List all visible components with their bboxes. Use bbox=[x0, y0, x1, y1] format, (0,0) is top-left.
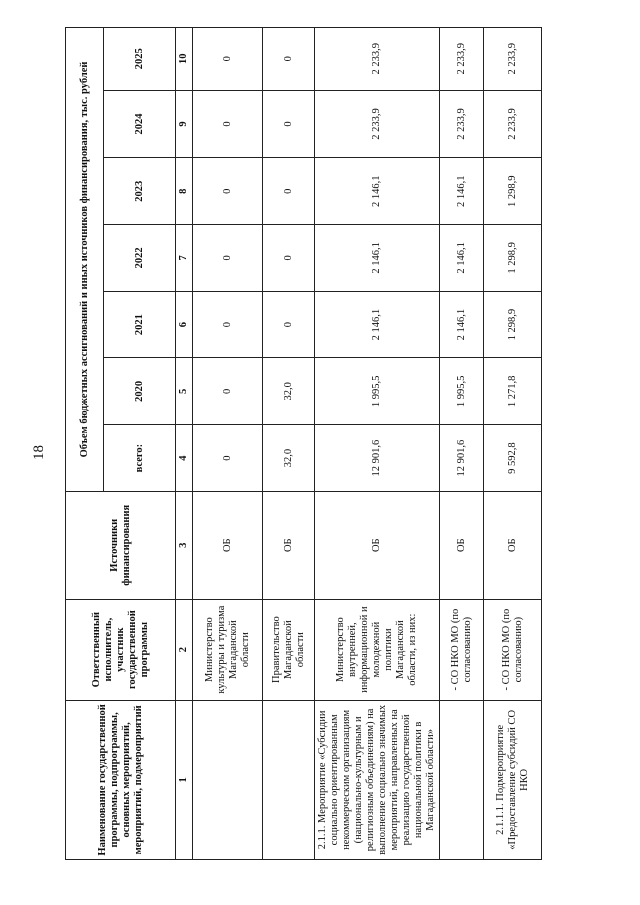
header-year: 2024 bbox=[104, 90, 176, 158]
row-value: 2 233,9 bbox=[440, 90, 484, 158]
column-index: 7 bbox=[176, 225, 193, 292]
row-value: 0 bbox=[193, 90, 263, 158]
table-row bbox=[484, 28, 542, 860]
row-name bbox=[263, 700, 315, 859]
row-executor: Министерство внутренней, информационной и молодежной политики Магаданской области, из них: bbox=[315, 599, 440, 700]
row-value: 2 233,9 bbox=[484, 28, 542, 91]
column-index: 6 bbox=[176, 291, 193, 358]
row-value: 2 146,1 bbox=[315, 158, 440, 225]
column-index: 4 bbox=[176, 425, 193, 492]
row-name: 2.1.1.1. Подмероприятие «Предоставление субсидий СО НКО bbox=[484, 700, 542, 859]
row-value: 0 bbox=[193, 291, 263, 358]
header-year: 2023 bbox=[104, 158, 176, 225]
row-value: 0 bbox=[263, 291, 315, 358]
row-total: 0 bbox=[193, 425, 263, 492]
table-row bbox=[315, 28, 440, 860]
row-source: ОБ bbox=[193, 491, 263, 599]
row-value: 1 995,5 bbox=[440, 358, 484, 425]
header-year: 2020 bbox=[104, 358, 176, 425]
row-total: 32,0 bbox=[263, 425, 315, 492]
header-name: Наименование государственной программы, подпрограммы, основных мероприятий, мероприятий, подмероприятий bbox=[66, 700, 176, 859]
row-value: 1 298,9 bbox=[484, 158, 542, 225]
row-source: ОБ bbox=[440, 491, 484, 599]
column-index: 9 bbox=[176, 90, 193, 158]
column-index: 8 bbox=[176, 158, 193, 225]
row-executor: - СО НКО МО (по согласованию) bbox=[484, 599, 542, 700]
row-executor: - СО НКО МО (по согласованию) bbox=[440, 599, 484, 700]
row-value: 0 bbox=[263, 90, 315, 158]
header-year: 2022 bbox=[104, 225, 176, 292]
column-index: 5 bbox=[176, 358, 193, 425]
row-value: 2 146,1 bbox=[315, 291, 440, 358]
row-value: 2 233,9 bbox=[440, 28, 484, 91]
row-value: 0 bbox=[193, 358, 263, 425]
table-row bbox=[193, 28, 263, 860]
header-total: всего: bbox=[104, 425, 176, 492]
row-total: 9 592,8 bbox=[484, 425, 542, 492]
row-value: 0 bbox=[263, 158, 315, 225]
row-value: 2 146,1 bbox=[315, 225, 440, 292]
row-total: 12 901,6 bbox=[440, 425, 484, 492]
row-value: 2 233,9 bbox=[315, 28, 440, 91]
header-source: Источники финансирования bbox=[66, 491, 176, 599]
row-value: 0 bbox=[193, 28, 263, 91]
row-value: 1 298,9 bbox=[484, 225, 542, 292]
header-funding: Объем бюджетных ассигнований и иных источников финансирования, тыс. рублей bbox=[66, 28, 104, 492]
row-value: 1 271,8 bbox=[484, 358, 542, 425]
row-total: 12 901,6 bbox=[315, 425, 440, 492]
header-year: 2025 bbox=[104, 28, 176, 91]
row-value: 2 146,1 bbox=[440, 158, 484, 225]
row-name: 2.1.1. Мероприятие «Субсидии социально ориентированным некоммерческим организациям (национально-культурным и религиозным объединениям) на выполнение социально значимых мероприятий, направленных на реализацию государственной национальной политики в Магаданской области» bbox=[315, 700, 440, 859]
table-row bbox=[263, 28, 315, 860]
column-index: 1 bbox=[176, 700, 193, 859]
row-value: 2 146,1 bbox=[440, 291, 484, 358]
row-value: 0 bbox=[193, 158, 263, 225]
header-executor: Ответственный исполнитель, участник государственной программы bbox=[66, 599, 176, 700]
row-value: 2 233,9 bbox=[484, 90, 542, 158]
header-year: 2021 bbox=[104, 291, 176, 358]
row-executor: Правительство Магаданской области bbox=[263, 599, 315, 700]
row-value: 2 233,9 bbox=[315, 90, 440, 158]
row-value: 1 995,5 bbox=[315, 358, 440, 425]
row-name bbox=[193, 700, 263, 859]
row-executor: Министерство культуры и туризма Магаданской области bbox=[193, 599, 263, 700]
row-value: 32,0 bbox=[263, 358, 315, 425]
row-value: 0 bbox=[193, 225, 263, 292]
table-row bbox=[440, 28, 484, 860]
column-index: 10 bbox=[176, 28, 193, 91]
column-index: 3 bbox=[176, 491, 193, 599]
row-source: ОБ bbox=[263, 491, 315, 599]
column-index: 2 bbox=[176, 599, 193, 700]
row-source: ОБ bbox=[315, 491, 440, 599]
page-number: 18 bbox=[31, 445, 47, 460]
row-value: 2 146,1 bbox=[440, 225, 484, 292]
row-value: 1 298,9 bbox=[484, 291, 542, 358]
financing-table bbox=[65, 27, 542, 860]
row-value: 0 bbox=[263, 225, 315, 292]
row-value: 0 bbox=[263, 28, 315, 91]
row-source: ОБ bbox=[484, 491, 542, 599]
row-name bbox=[440, 700, 484, 859]
